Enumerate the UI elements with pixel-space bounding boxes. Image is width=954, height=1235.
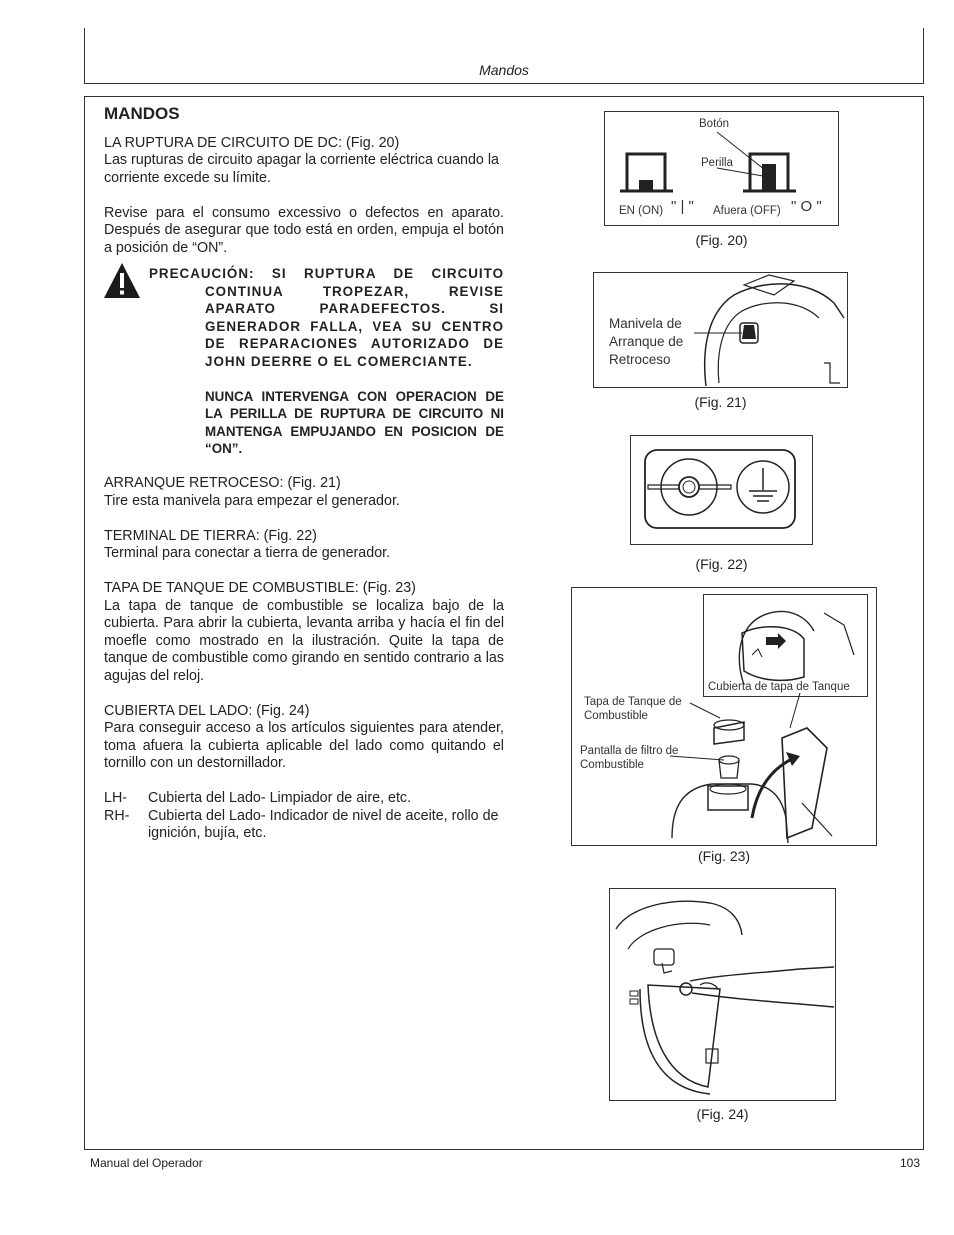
cover-label: Cubierta de tapa de Tanque [708,681,850,693]
ground-terminal-title: TERMINAL DE TIERRA: (Fig. 22) [104,527,317,544]
ground-terminal-illustration [631,436,811,543]
caution-block [104,265,504,458]
fuel-filter-label: Pantalla de filtro de Combustible [580,745,679,771]
section-heading: MANDOS [104,104,180,123]
recoil-label: Manivela de Arranque de Retroceso [609,316,684,367]
side-cover-title: CUBIERTA DEL LADO: (Fig. 24) [104,702,310,719]
text-column [104,105,504,843]
on-symbol: " | " [671,198,694,215]
fig-20-caption: (Fig. 20) [695,232,748,248]
side-cover-desc: Para conseguir acceso a los artículos siguientes para atender, toma afuera la cubierta aplicable del lado como quitando el tornillo con un destornillador. [104,720,504,771]
header-title: Mandos [479,62,529,78]
figure-23 [571,587,877,846]
off-label: Afuera (OFF) [713,205,781,217]
page-header [84,28,924,84]
off-symbol: " O " [791,198,822,215]
recoil-start-title: ARRANQUE RETROCESO: (Fig. 21) [104,475,341,491]
fig-22-caption: (Fig. 22) [695,556,748,572]
page-number: 103 [899,1156,920,1170]
on-label: EN (ON) [619,205,664,217]
ground-terminal-desc: Terminal para conectar a tierra de generador. [104,545,391,561]
figure-22 [630,435,813,545]
fig-21-caption: (Fig. 21) [694,394,747,410]
perilla-label: Perilla [701,157,733,169]
fig-23-caption: (Fig. 23) [697,848,751,864]
dc-breaker-desc: Las rupturas de circuito apagar la corriente eléctrica cuando la corriente excede su límite. [104,152,499,186]
fuel-cap-desc: La tapa de tanque de combustible se localiza bajo de la cubierta. Para abrir la cubierta, levanta arriba y hacía el fin del moefle como mostrado en la ilustración. Quite la tapa de tanque de combustible como girando en sentido contrario a las agujas del reloj. [104,597,504,684]
recoil-start-desc: Tire esta manivela para empezar el generador. [104,492,400,509]
dc-breaker-check: Revise para el consumo excessivo o defectos en aparato. Después de asegurar que todo está en orden, empuja el botón a posición de “ON”. [104,204,504,256]
fuel-cap-label: Tapa de Tanque de Combustible [584,696,682,722]
dc-breaker-title: LA RUPTURA DE CIRCUITO DE DC: (Fig. 20) [104,134,400,151]
fuel-cap-title: TAPA DE TANQUE DE COMBUSTIBLE: (Fig. 23) [104,580,416,596]
list-item: RH- Cubierta del Lado- Indicador de nivel de aceite, rollo de ignición, bujía, etc. [104,807,499,841]
side-cover-illustration [610,889,834,1099]
figure-21 [593,272,848,388]
figure-24 [609,888,836,1101]
list-item: LH- Cubierta del Lado- Limpiador de aire, etc. [104,790,412,806]
footer-manual: Manual del Operador [90,1156,203,1170]
boton-label: Botón [699,118,730,130]
fig-24-caption: (Fig. 24) [696,1106,749,1122]
figure-20 [604,111,839,226]
caution-text-1: PRECAUCIÓN: SI RUPTURA DE CIRCUITO CONTINUA TROPEZAR, REVISE APARATO PARADEFECTOS. SI GENERADOR FALLA, VEA SU CENTRO DE REPARACIONES AUTORIZADO DE JOHN DEERRE O EL COMERCIANTE. [149,266,504,369]
warning-icon [102,261,142,301]
caution-text-2: NUNCA INTERVENGA CON OPERACION DE LA PERILLA DE RUPTURA DE CIRCUITO NI MANTENGA EMPUJANDO EN POSICION DE “ON”. [205,388,504,456]
